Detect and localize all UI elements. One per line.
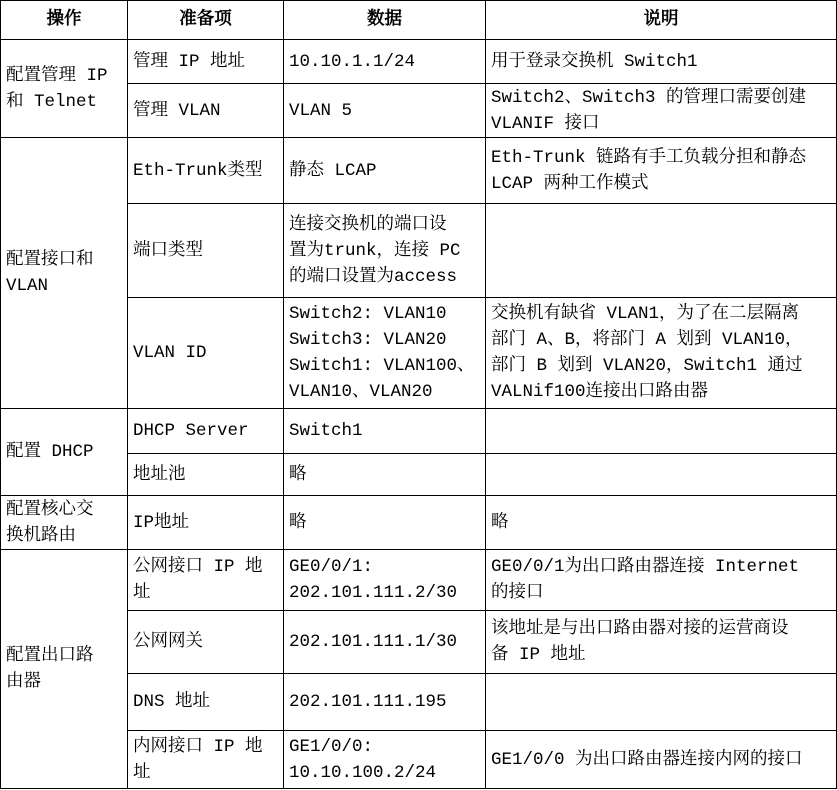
data-cell <box>284 40 486 84</box>
data-cell <box>284 409 486 454</box>
note-cell <box>486 204 837 298</box>
data-value: 202.101.111.2/30 <box>289 583 458 603</box>
data-value: Switch3: VLAN20 <box>289 330 447 350</box>
item-cell <box>128 496 284 550</box>
item-cell <box>128 204 284 298</box>
item-cell <box>128 84 284 138</box>
data-cell <box>284 731 486 789</box>
data-value: 202.101.111.1/30 <box>289 632 458 652</box>
data-value: 10.10.100.2/24 <box>289 762 437 783</box>
item-cell <box>128 550 284 611</box>
data-value: VLAN10、VLAN20 <box>289 382 433 402</box>
operation-cell <box>1 138 128 409</box>
item-cell <box>128 731 284 789</box>
table-row <box>1 409 837 454</box>
note-cell <box>486 409 837 454</box>
data-cell <box>284 674 486 731</box>
item-cell <box>128 40 284 84</box>
note-cell <box>486 298 837 409</box>
operation-label: 换机路由 <box>6 525 76 546</box>
data-value: VLAN 5 <box>289 100 353 121</box>
item-cell <box>128 674 284 731</box>
data-cell <box>284 84 486 138</box>
note-cell <box>486 496 837 550</box>
operation-cell <box>1 550 128 789</box>
table-row <box>1 550 837 611</box>
item-cell <box>128 138 284 204</box>
data-value: 略 <box>289 512 307 533</box>
note-text: GE1/0/0 为出口路由器连接内网的接口 <box>491 749 803 770</box>
data-cell <box>284 204 486 298</box>
item-cell <box>128 611 284 674</box>
header-note: 说明 <box>486 1 837 40</box>
data-value: 略 <box>289 464 307 485</box>
data-cell <box>284 138 486 204</box>
operation-cell <box>1 496 128 550</box>
data-value: GE0/0/1: <box>289 557 374 577</box>
data-value: 静态 LCAP <box>289 160 377 181</box>
operation-label: 配置接口和 <box>6 250 94 270</box>
note-cell <box>486 611 837 674</box>
note-cell <box>486 674 837 731</box>
item-label: 管理 VLAN <box>133 100 221 121</box>
item-cell <box>128 409 284 454</box>
note-text: VALNif100连接出口路由器 <box>491 382 709 402</box>
note-cell <box>486 550 837 611</box>
item-label: 管理 IP 地址 <box>133 51 246 72</box>
data-cell <box>284 550 486 611</box>
note-cell <box>486 138 837 204</box>
data-value: 连接交换机的端口设 <box>289 214 447 235</box>
data-value: Switch2: VLAN10 <box>289 304 447 324</box>
operation-label: VLAN <box>6 276 49 296</box>
note-text: GE0/0/1为出口路由器连接 Internet <box>491 557 800 577</box>
data-value: 置为trunk，连接 PC <box>289 240 461 261</box>
data-cell <box>284 298 486 409</box>
item-label: 址 <box>133 583 151 603</box>
data-value: 的端口设置为access <box>289 266 458 287</box>
note-cell <box>486 40 837 84</box>
item-label: VLAN ID <box>133 343 207 363</box>
data-value: 10.10.1.1/24 <box>289 51 416 72</box>
item-label: Eth-Trunk类型 <box>133 160 263 181</box>
note-text: 的接口 <box>491 583 544 603</box>
item-label: IP地址 <box>133 512 190 533</box>
table-header-row <box>1 1 837 40</box>
data-cell <box>284 496 486 550</box>
note-text: LCAP 两种工作模式 <box>491 173 649 194</box>
data-value: 202.101.111.195 <box>289 692 447 712</box>
item-label: 内网接口 IP 地 <box>133 736 263 757</box>
note-text: 部门 B 划到 VLAN20，Switch1 通过 <box>491 356 803 376</box>
note-cell <box>486 84 837 138</box>
note-text: 部门 A、B，将部门 A 划到 VLAN10， <box>491 330 803 350</box>
header-item: 准备项 <box>128 1 284 40</box>
note-text: 交换机有缺省 VLAN1，为了在二层隔离 <box>491 304 800 324</box>
note-text: 备 IP 地址 <box>491 645 586 665</box>
item-label: 址 <box>133 762 151 783</box>
note-cell <box>486 731 837 789</box>
operation-label: 配置出口路 <box>6 646 94 666</box>
note-text: 该地址是与出口路由器对接的运营商设 <box>491 619 789 639</box>
operation-label: 配置管理 IP <box>6 65 108 86</box>
operation-label: 和 Telnet <box>6 91 98 112</box>
header-data: 数据 <box>284 1 486 40</box>
data-value: GE1/0/0: <box>289 736 374 757</box>
operation-label: 配置 DHCP <box>6 442 94 462</box>
note-text: Eth-Trunk 链路有手工负载分担和静态 <box>491 147 807 168</box>
operation-cell <box>1 40 128 138</box>
item-label: 公网接口 IP 地 <box>133 557 263 577</box>
item-label: 公网网关 <box>133 632 203 652</box>
operation-label: 配置核心交 <box>6 499 94 520</box>
data-cell <box>284 454 486 496</box>
note-text: Switch2、Switch3 的管理口需要创建 <box>491 87 807 108</box>
operation-label: 由器 <box>6 672 41 692</box>
note-text: VLANIF 接口 <box>491 113 600 134</box>
data-cell <box>284 611 486 674</box>
data-value: Switch1: VLAN100、 <box>289 356 475 376</box>
table-row <box>1 496 837 550</box>
header-operation: 操作 <box>1 1 128 40</box>
table-row <box>1 138 837 204</box>
table-row <box>1 40 837 84</box>
item-label: 端口类型 <box>133 240 203 261</box>
item-label: DNS 地址 <box>133 692 211 712</box>
item-cell <box>128 298 284 409</box>
operation-cell <box>1 409 128 496</box>
item-label: DHCP Server <box>133 421 249 441</box>
item-label: 地址池 <box>133 464 186 485</box>
data-value: Switch1 <box>289 421 363 441</box>
item-cell <box>128 454 284 496</box>
note-text: 用于登录交换机 Switch1 <box>491 51 698 72</box>
note-text: 略 <box>491 512 509 533</box>
note-cell <box>486 454 837 496</box>
